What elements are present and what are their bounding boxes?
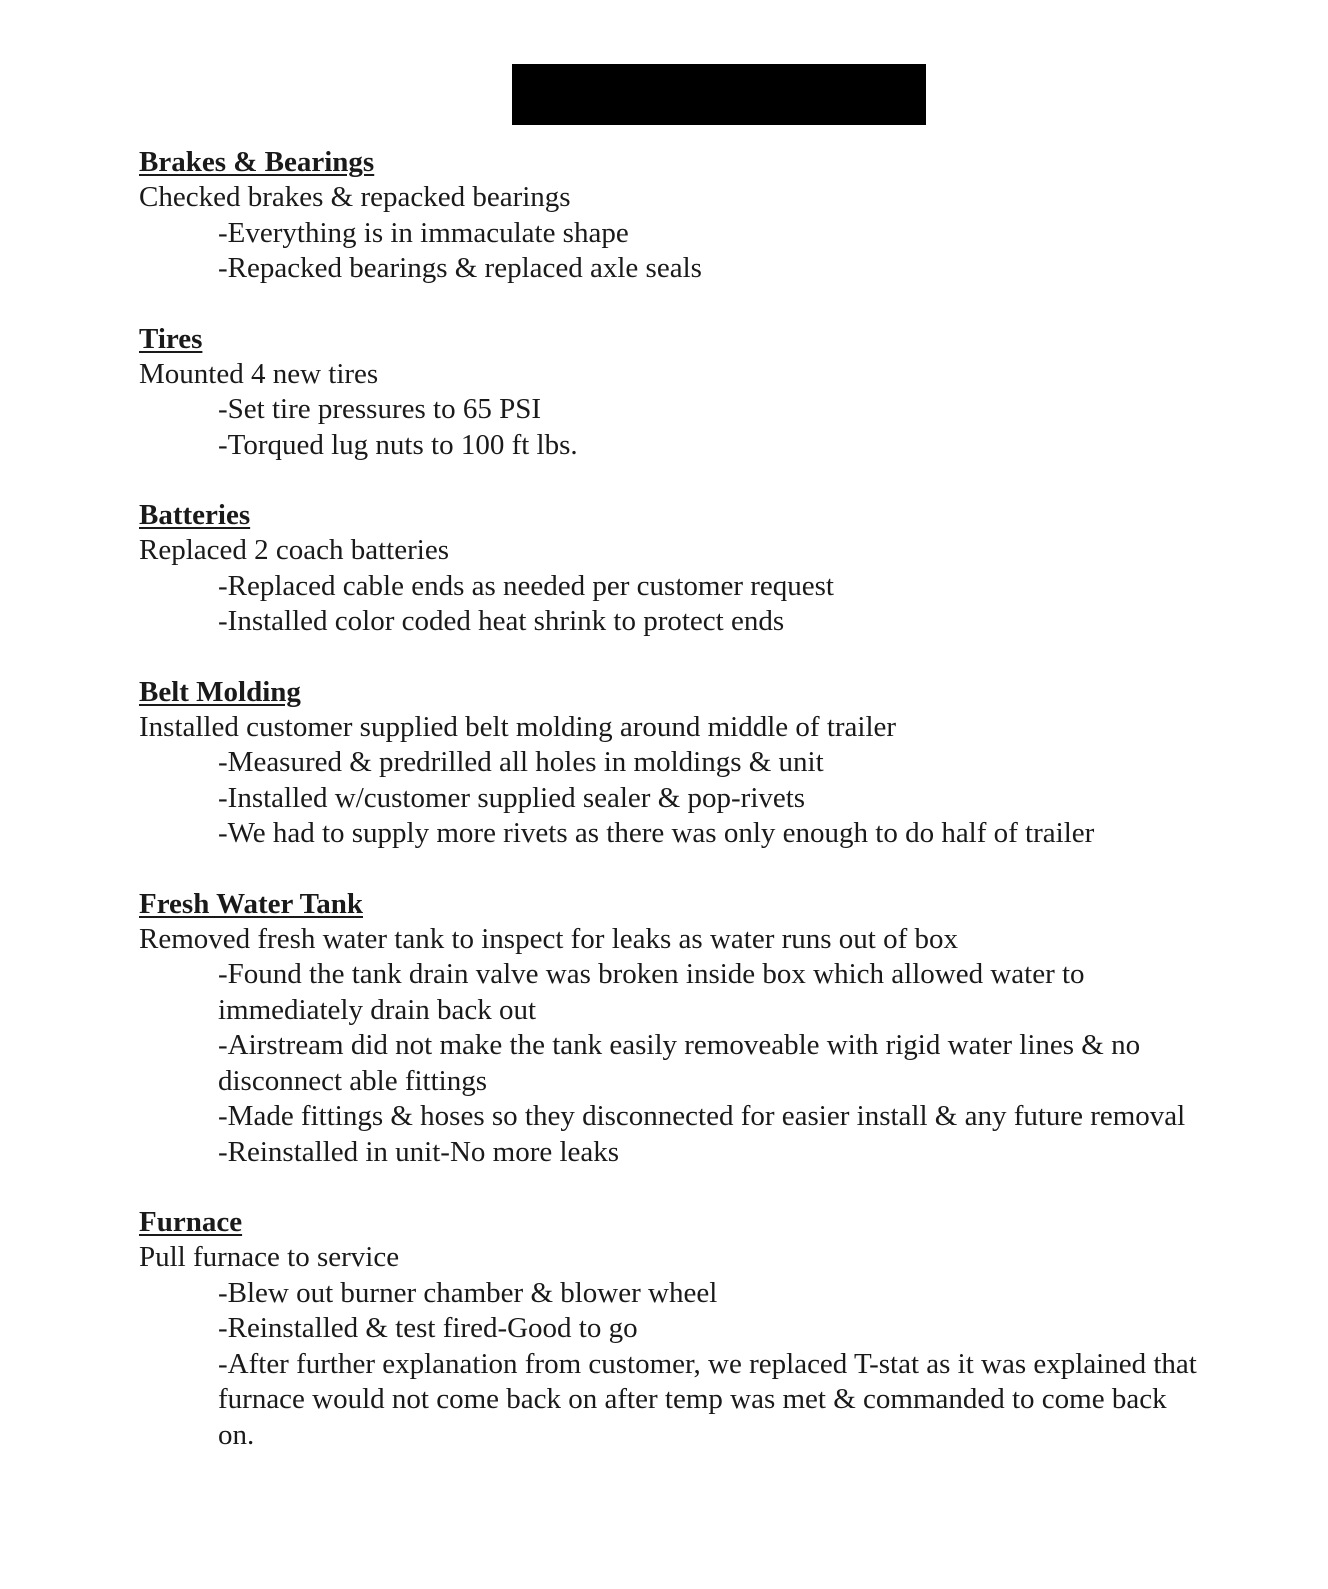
section-batteries [139, 497, 1199, 640]
section-item: -Replaced cable ends as needed per customer request [218, 569, 834, 602]
redacted-title-block [512, 64, 926, 125]
section-item: -Torqued lug nuts to 100 ft lbs. [218, 428, 578, 461]
section-item: -Measured & predrilled all holes in moldings & unit [218, 746, 824, 778]
section-item: -Everything is in immaculate shape [218, 216, 629, 249]
section-item: -We had to supply more rivets as there was only enough to do half of trailer [218, 817, 1095, 849]
section-item: -Set tire pressures to 65 PSI [218, 393, 541, 425]
section-item: -Installed color coded heat shrink to protect ends [218, 605, 785, 637]
section-summary: Checked brakes & repacked bearings [139, 181, 571, 213]
section-item: -Made fittings & hoses so they disconnected for easier install & any future removal [218, 1100, 1186, 1132]
section-heading: Brakes & Bearings [139, 146, 375, 178]
section-item: -Reinstalled & test fired-Good to go [218, 1312, 638, 1344]
section-summary: Pull furnace to service [139, 1241, 400, 1273]
section-fresh-water-tank [139, 886, 1199, 1171]
section-heading: Belt Molding [139, 675, 301, 708]
document-body [139, 144, 1199, 1487]
section-item-list [139, 392, 1199, 463]
section-item-list [139, 1276, 1199, 1454]
section-item: -After further explanation from customer, we replaced T-stat as it was explained that furnace would not come back on after temp was met & commanded to come back on. [218, 1347, 1197, 1451]
section-heading: Tires [139, 322, 203, 355]
section-item: -Installed w/customer supplied sealer & pop-rivets [218, 781, 806, 814]
section-summary: Removed fresh water tank to inspect for leaks as water runs out of box [139, 922, 959, 955]
section-belt-molding [139, 674, 1199, 852]
section-item: -Reinstalled in unit-No more leaks [218, 1135, 620, 1168]
section-item-list [139, 216, 1199, 287]
section-item-list [139, 957, 1199, 1170]
section-heading: Batteries [139, 499, 251, 531]
section-item-list [139, 569, 1199, 640]
section-heading: Furnace [139, 1206, 243, 1238]
section-item-list [139, 745, 1199, 852]
section-furnace [139, 1204, 1199, 1453]
section-tires [139, 321, 1199, 464]
section-item: -Blew out burner chamber & blower wheel [218, 1276, 718, 1309]
section-item: -Airstream did not make the tank easily removeable with rigid water lines & no disconnect able fittings [218, 1029, 1141, 1097]
section-summary: Installed customer supplied belt molding around middle of trailer [139, 710, 897, 743]
section-item: -Found the tank drain valve was broken inside box which allowed water to immediately drain back out [218, 958, 1085, 1026]
section-heading: Fresh Water Tank [139, 887, 364, 920]
section-summary: Replaced 2 coach batteries [139, 534, 449, 566]
section-summary: Mounted 4 new tires [139, 357, 379, 390]
section-brakes-bearings [139, 144, 1199, 287]
section-item: -Repacked bearings & replaced axle seals [218, 252, 702, 284]
